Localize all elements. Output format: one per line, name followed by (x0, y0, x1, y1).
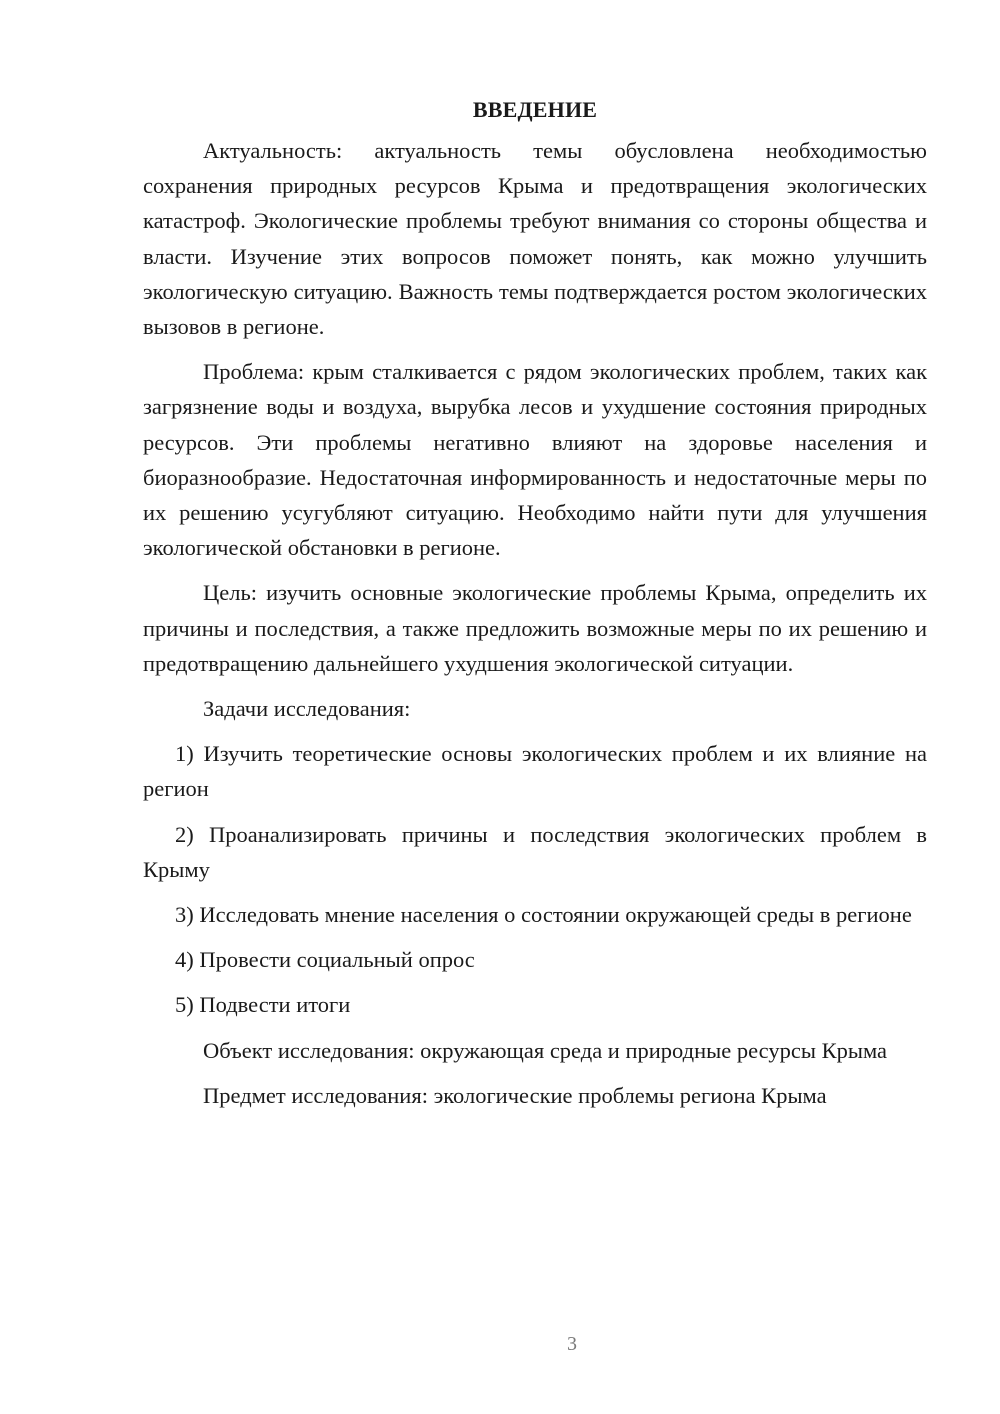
relevance-paragraph: Актуальность: актуальность темы обусловлена необходимостью сохранения природных ресурсов Крыма и предотвращения экологических катастроф. Экологические проблемы требуют внимания со стороны общества и власти. Изучение этих вопросов поможет понять, как можно улучшить экологическую ситуацию. Важность темы подтверждается ростом экологических вызовов в регионе. (143, 138, 927, 340)
page-number (72, 1333, 1000, 1356)
goal-paragraph: Цель: изучить основные экологические проблемы Крыма, определить их причины и последствия, а также предложить возможные меры по их решению и предотвращению дальнейшего ухудшения экологической ситуации. (143, 580, 927, 676)
task-item-1: 1) Изучить теоретические основы экологических проблем и их влияние на регион (143, 741, 927, 802)
research-subject-paragraph: Предмет исследования: экологические проблемы региона Крыма (203, 1082, 827, 1108)
task-item-3: 3) Исследовать мнение населения о состоянии окружающей среды в регионе (175, 902, 912, 928)
research-object-paragraph: Объект исследования: окружающая среда и природные ресурсы Крыма (203, 1037, 888, 1063)
task-item-2: 2) Проанализировать причины и последствия экологических проблем в Крыму (143, 821, 927, 882)
section-title: ВВЕДЕНИЕ (472, 97, 598, 122)
document-page (143, 92, 927, 1113)
tasks-heading: Задачи исследования: (203, 696, 411, 722)
problem-paragraph: Проблема: крым сталкивается с рядом экологических проблем, таких как загрязнение воды и воздуха, вырубка лесов и ухудшение состояния природных ресурсов. Эти проблемы негативно влияют на здоровье населения и биоразнообразие. Недостаточная информированность и недостаточные меры по их решению усугубляют ситуацию. Необходимо найти пути для улучшения экологической обстановки в регионе. (143, 359, 927, 561)
task-item-4: 4) Провести социальный опрос (175, 947, 475, 973)
page-number-value: 3 (567, 1333, 577, 1355)
task-item-5: 5) Подвести итоги (175, 992, 351, 1018)
